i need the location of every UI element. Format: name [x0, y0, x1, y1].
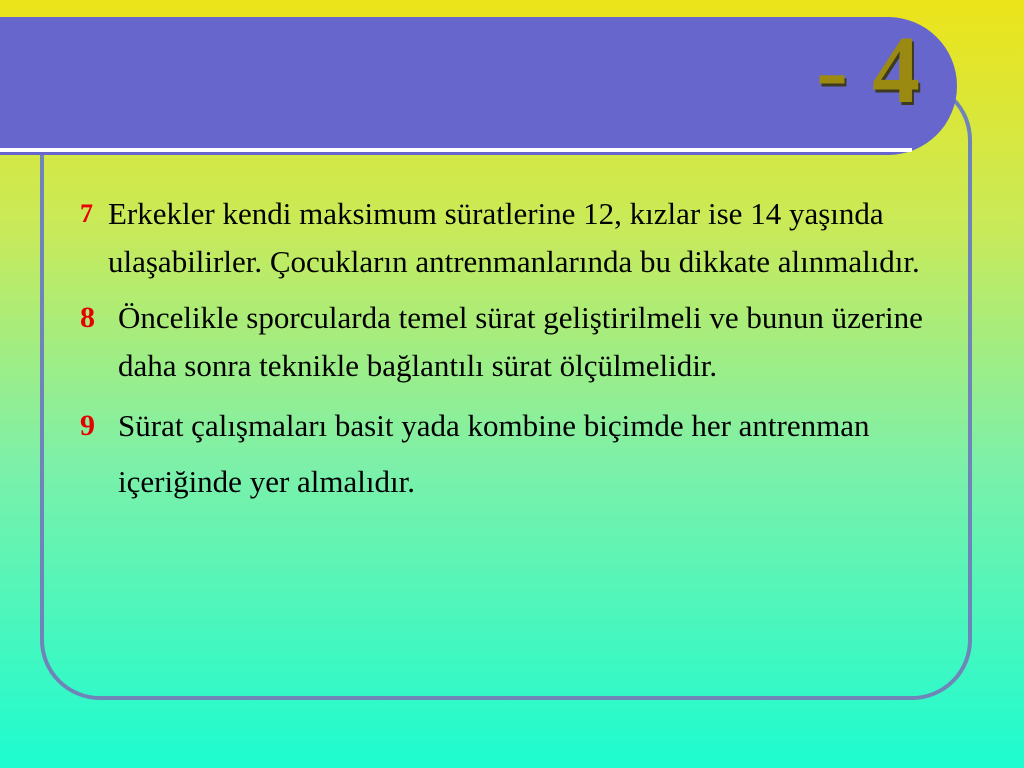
list-item — [80, 190, 940, 286]
bullet-number: 8 — [80, 301, 95, 334]
list-item-text: Erkekler kendi maksimum süratlerine 12, kızlar ise 14 yaşında ulaşabilirler. Çocukların antrenmanlarında bu dikkate alınmalıdır. — [108, 196, 920, 279]
bullet-list — [80, 190, 940, 510]
bullet-number: 7 — [80, 199, 93, 228]
list-item — [80, 294, 940, 390]
title-band — [0, 17, 957, 155]
list-item-text: Sürat çalışmaları basit yada kombine biçimde her antrenman içeriğinde yer almalıdır. — [118, 408, 870, 499]
list-item-text: Öncelikle sporcularda temel sürat geliştirilmeli ve bunun üzerine daha sonra teknikle bağlantılı sürat ölçülmelidir. — [118, 300, 923, 383]
slide-title: - 4 — [816, 16, 920, 123]
title-divider-line — [0, 148, 912, 152]
list-item — [80, 398, 940, 510]
bullet-number: 9 — [80, 409, 95, 442]
